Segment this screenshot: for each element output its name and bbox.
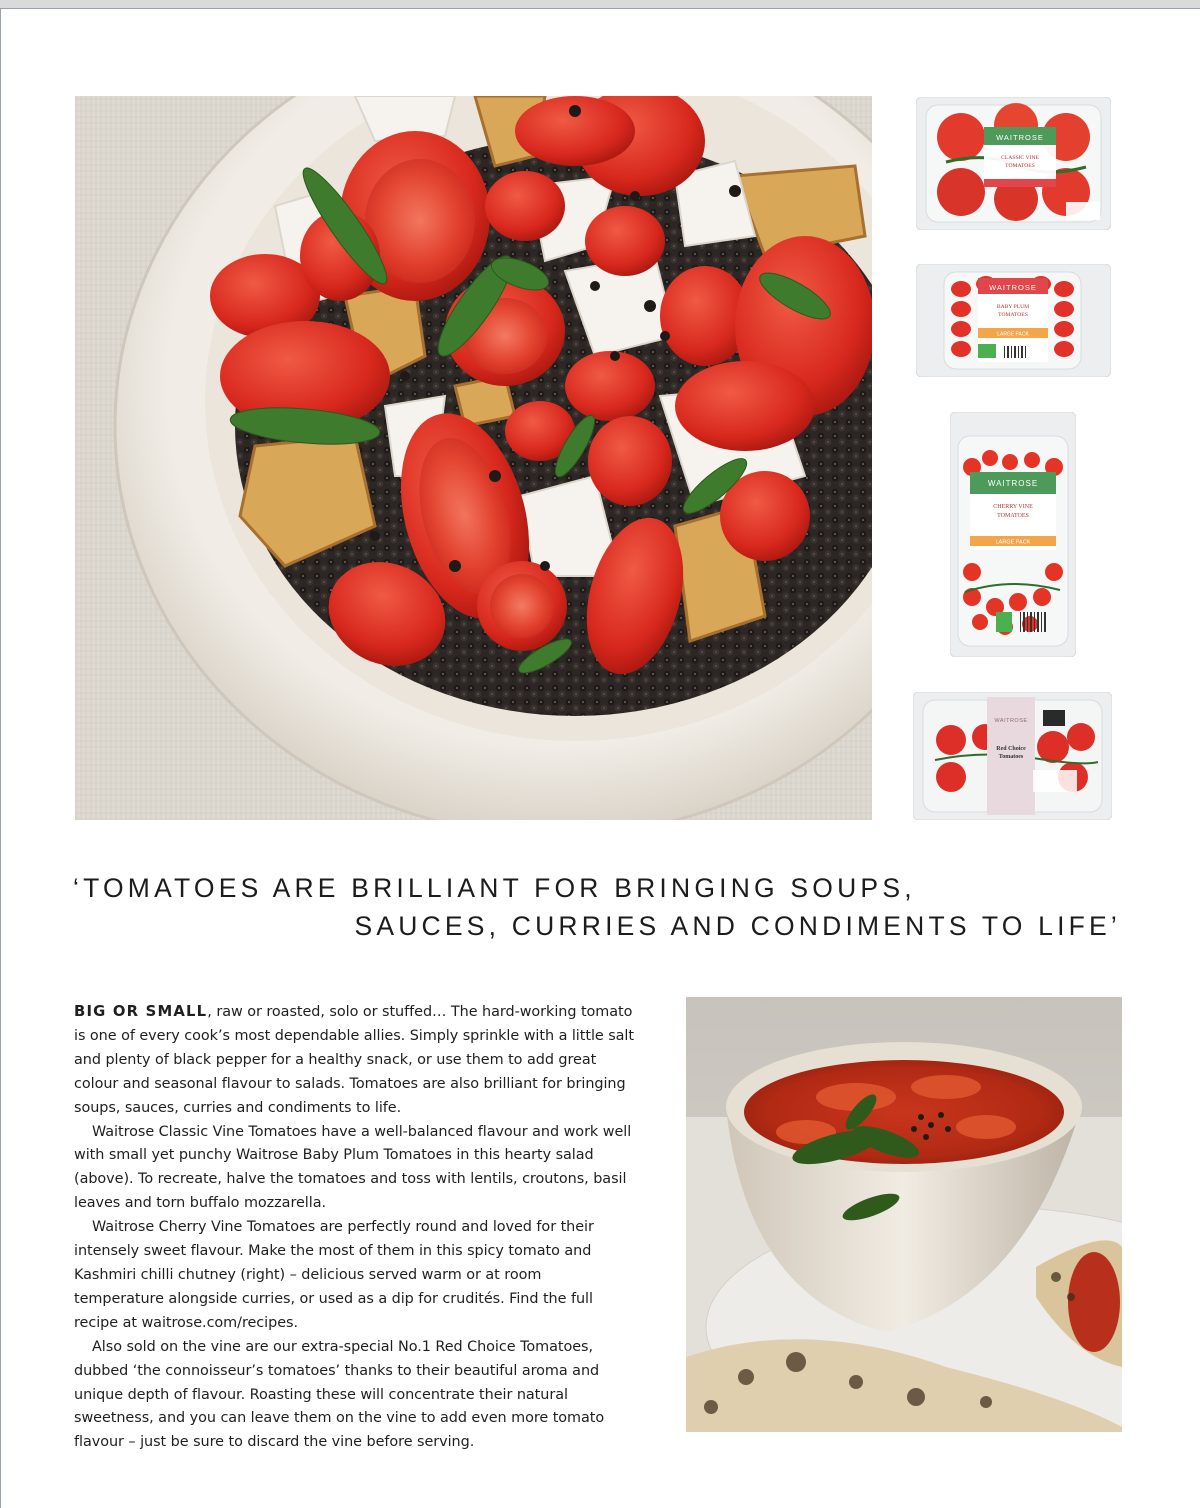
pack-label-text: LARGE PACK [995, 539, 1031, 546]
pack-label-text: WAITROSE [989, 283, 1037, 292]
article-lead-in: BIG OR SMALL [74, 1003, 208, 1020]
pull-quote-line-1: ‘TOMATOES ARE BRILLIANT FOR BRINGING SOUPS, [73, 873, 916, 903]
pack-label-text: Tomatoes [998, 754, 1024, 760]
pull-quote [73, 869, 1133, 945]
red-choice-tomatoes-pack [913, 692, 1112, 820]
tomato-chilli-chutney-photo [686, 997, 1122, 1432]
tomato-lentil-salad-photo [75, 96, 872, 820]
pack-label-text: TOMATOES [998, 312, 1028, 318]
pack-label-text: WAITROSE [994, 718, 1028, 724]
pack-brand: WAITROSE [996, 133, 1044, 142]
article-body [74, 1000, 634, 1455]
article-paragraph-1 [74, 1000, 634, 1121]
article-paragraph-3: Waitrose Cherry Vine Tomatoes are perfectly round and loved for their intensely sweet flavour. Make the most of them in this spicy tomato and Kashmiri chilli chutney (right) – delicious served warm or at room temperature alongside curries, or used as a dip for crudités. Find the full recipe at waitrose.com/recipes. [74, 1219, 594, 1331]
pack-label-text: TOMATOES [1005, 163, 1035, 169]
baby-plum-tomatoes-pack [916, 264, 1111, 377]
pack-label-text: BABY PLUM [996, 304, 1030, 310]
pull-quote-line-2: SAUCES, CURRIES AND CONDIMENTS TO LIFE’ [354, 911, 1121, 941]
article-paragraph-1-text: , raw or roasted, solo or stuffed… The hard-working tomato is one of every cook’s most dependable allies. Simply sprinkle with a little salt and plenty of black pepper for a healthy snack, or use them to add great colour and seasonal flavour to salads. Tomatoes are also brilliant for bringing soups, sauces, curries and condiments to life. [74, 1004, 634, 1116]
pack-label-text: CLASSIC VINE [1001, 155, 1039, 161]
pack-label-text: Red Choice [996, 746, 1026, 752]
pack-label-text: CHERRY VINE [993, 504, 1033, 510]
magazine-page [0, 8, 1200, 1508]
pack-label-text: WAITROSE [987, 479, 1039, 488]
article-paragraph-4: Also sold on the vine are our extra-special No.1 Red Choice Tomatoes, dubbed ‘the connoisseur’s tomatoes’ thanks to their beautiful aroma and unique depth of flavour. Roasting these will concentrate their natural sweetness, and you can leave them on the vine to add even more tomato flavour – just be sure to discard the vine before serving. [74, 1338, 605, 1451]
pack-label-text: TOMATOES [997, 513, 1029, 519]
classic-vine-tomatoes-pack [916, 97, 1111, 230]
article-paragraph-2: Waitrose Classic Vine Tomatoes have a well-balanced flavour and work well with small yet punchy Waitrose Baby Plum Tomatoes in this hearty salad (above). To recreate, halve the tomatoes and toss with lentils, croutons, basil leaves and torn buffalo mozzarella. [74, 1123, 632, 1212]
pack-label-text: LARGE PACK [997, 331, 1029, 338]
cherry-vine-tomatoes-pack [950, 412, 1076, 657]
